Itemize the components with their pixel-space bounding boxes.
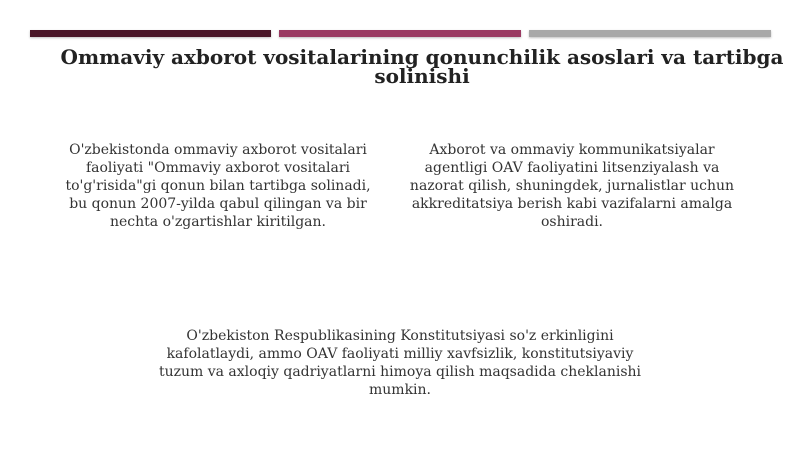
text-block-constitution: O'zbekiston Respublikasining Konstitutsiyasi so'z erkinligini kafolatlaydi, ammo OAV faoliyati milliy xavfsizlik, konstitutsiyaviy tuzum va axloqiy qadriyatlarni himoya qilish maqsadida cheklanishi mumkin.: [158, 328, 642, 398]
text-block-agency: Axborot va ommaviy kommunikatsiyalar agentligi OAV faoliyatini litsenziyalash va nazorat qilish, shuningdek, jurnalistlar uchun akkreditatsiya berish kabi vazifalarni amalga oshiradi.: [409, 142, 735, 230]
accent-bar-magenta: [279, 30, 521, 37]
text-block-law: O'zbekistonda ommaviy axborot vositalari faoliyati "Ommaviy axborot vositalari to'g'risida"gi qonun bilan tartibga solinadi, bu qonun 2007-yilda qabul qilingan va bir nechta o'zgartishlar kiritilgan.: [65, 142, 371, 230]
slide-title: Ommaviy axborot vositalarining qonunchilik asoslari va tartibga solinishi: [60, 45, 784, 88]
accent-bar-dark: [30, 30, 271, 37]
accent-bar-gray: [529, 30, 771, 37]
